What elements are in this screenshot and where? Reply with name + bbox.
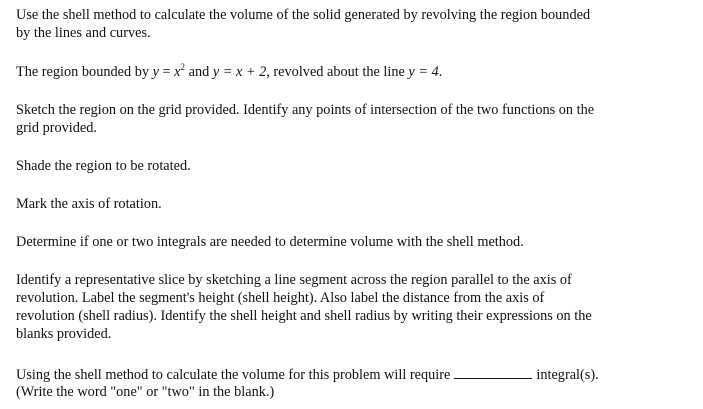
- mark-instruction: Mark the axis of rotation.: [16, 196, 162, 212]
- question-line: [16, 365, 599, 384]
- intro-line-2: by the lines and curves.: [16, 25, 151, 41]
- question-hint: (Write the word "one" or "two" in the blank.): [16, 384, 275, 400]
- identify-line-2: revolution. Label the segment's height (shell height). Also label the distance from the axis of: [16, 290, 545, 306]
- region-prefix: The region bounded by: [16, 64, 153, 80]
- eq1-lhs: y: [152, 64, 159, 80]
- identify-line-1: Identify a representative slice by sketching a line segment across the region parallel to the axis of: [16, 272, 572, 288]
- intro-line-1: Use the shell method to calculate the volume of the solid generated by revolving the region bounded: [16, 7, 591, 23]
- eq2: y = x + 2: [212, 64, 267, 80]
- region-suffix: , revolved about the line: [266, 64, 409, 80]
- question-prefix: Using the shell method to calculate the volume for this problem will require: [16, 367, 451, 383]
- identify-line-3: revolution (shell radius). Identify the shell height and shell radius by writing their expressions on the: [16, 308, 592, 324]
- sketch-line-1: Sketch the region on the grid provided. Identify any points of intersection of the two functions on the: [16, 102, 595, 118]
- eq1-equals: =: [158, 64, 175, 80]
- eq3: y = 4: [408, 64, 439, 80]
- region-statement: [16, 63, 442, 81]
- shade-instruction: Shade the region to be rotated.: [16, 158, 191, 174]
- region-end: .: [438, 64, 443, 80]
- eq1-base: x: [174, 64, 181, 80]
- sketch-line-2: grid provided.: [16, 120, 97, 136]
- identify-line-4: blanks provided.: [16, 326, 112, 342]
- eq1-exponent: 2: [180, 62, 186, 72]
- determine-instruction: Determine if one or two integrals are needed to determine volume with the shell method.: [16, 234, 524, 250]
- answer-blank[interactable]: [454, 365, 532, 379]
- question-suffix: integral(s).: [536, 367, 599, 383]
- region-conj: and: [185, 64, 213, 80]
